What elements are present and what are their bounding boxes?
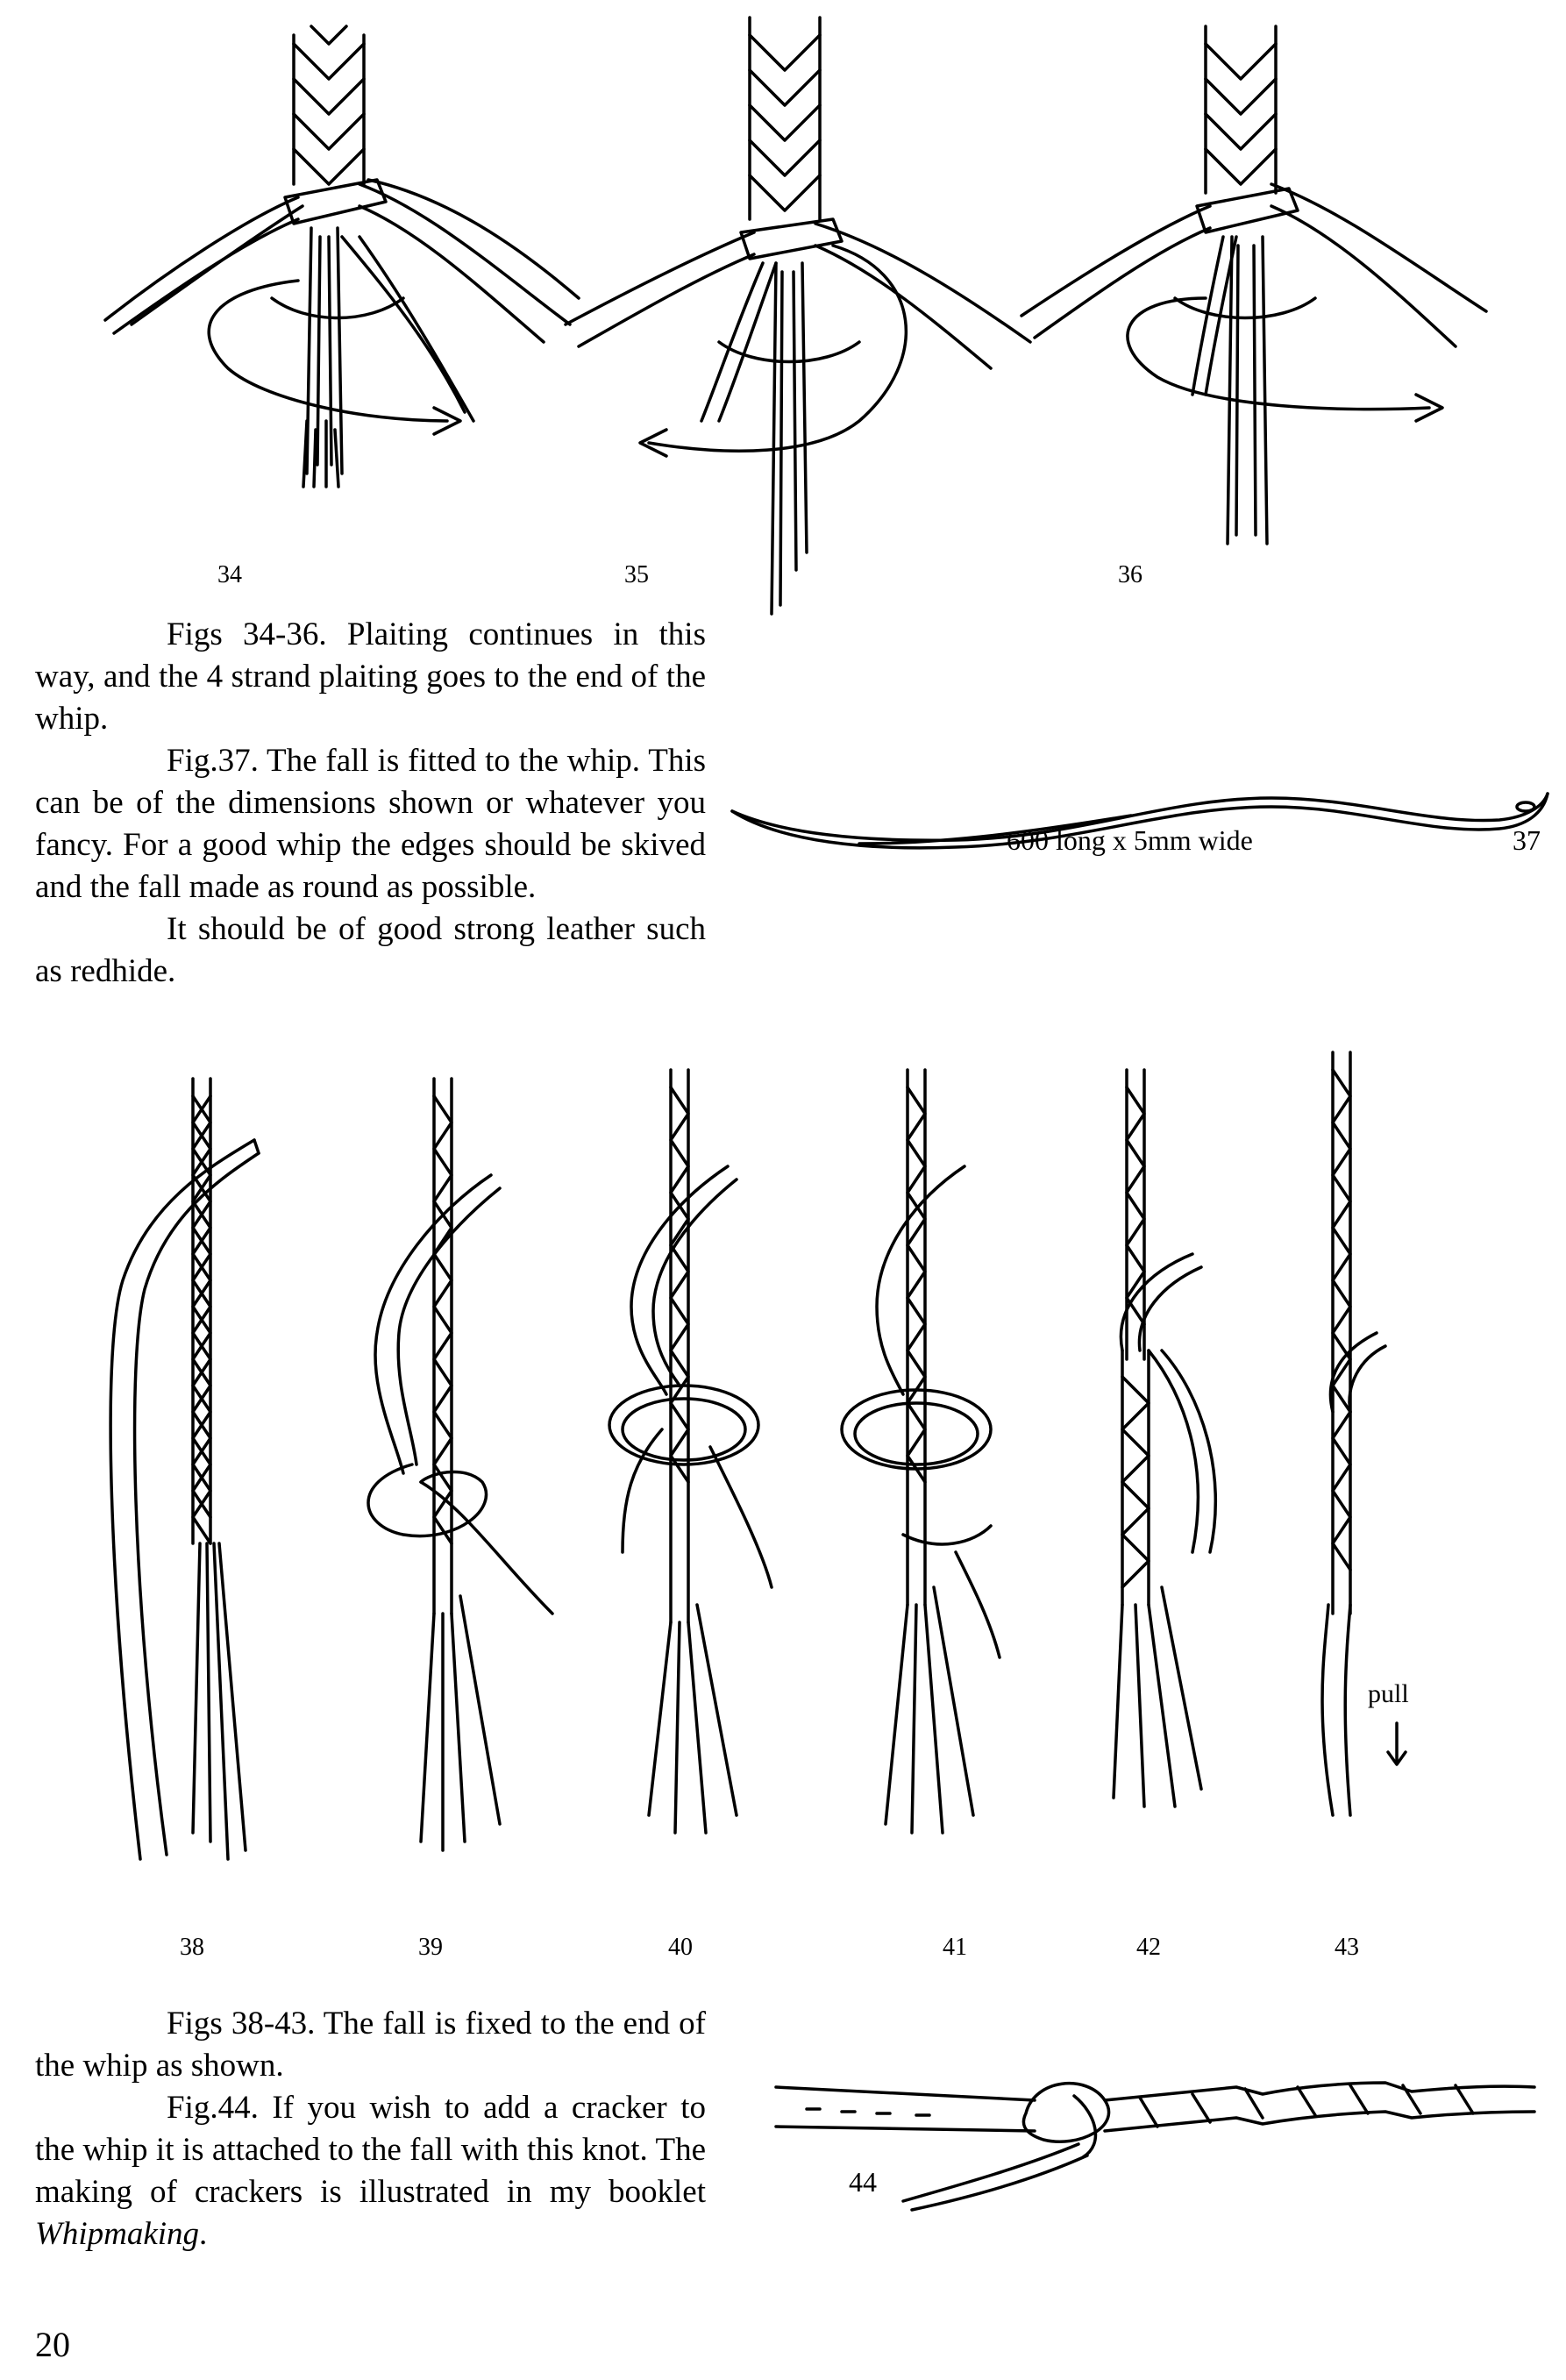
paragraph-figs-38-43: Figs 38-43. The fall is fixed to the end of the whip as shown. <box>35 2006 706 2084</box>
text-block-figs-38-44 <box>35 2003 706 2255</box>
fig-34-illustration <box>96 9 587 535</box>
page-number: 20 <box>35 2325 70 2364</box>
paragraph-figs-34-36: Figs 34-36. Plaiting continues in this way, and the 4 strand plaiting goes to the end of the whip. <box>35 616 706 737</box>
fig-38-number: 38 <box>180 1934 204 1961</box>
fig-44-text: Fig.44. If you wish to add a cracker to the whip it is attached to the fall with this knot. The making of crackers is illustrated in my booklet <box>35 2090 706 2210</box>
paragraph-redhide: It should be of good strong leather such as redhide. <box>35 911 706 989</box>
fig-42-illustration <box>1078 1061 1271 1850</box>
fig-44-text-end: . <box>199 2216 208 2252</box>
fig-35-illustration <box>552 9 1043 640</box>
fig-39-illustration <box>351 1070 544 1859</box>
fig-36-illustration <box>1008 9 1499 570</box>
fig-41-number: 41 <box>943 1934 967 1961</box>
text-block-figs-34-37 <box>35 614 706 993</box>
booklet-title: Whipmaking <box>35 2216 200 2252</box>
paragraph-fig-37: Fig.37. The fall is fitted to the whip. This can be of the dimensions shown or whatever you fancy. For a good whip the edges should be skived and the fall made as round as possible. <box>35 743 706 905</box>
fall-dimensions-label: 600 long x 5mm wide <box>1007 824 1253 856</box>
fig-34-number: 34 <box>217 561 242 588</box>
pull-arrow-icon <box>1384 1719 1410 1771</box>
fig-39-number: 39 <box>418 1934 443 1961</box>
fig-35-number: 35 <box>624 561 649 588</box>
fig-42-number: 42 <box>1136 1934 1161 1961</box>
fig-36-number: 36 <box>1118 561 1142 588</box>
fig-40-illustration <box>596 1061 789 1850</box>
fig-44-cracker-illustration <box>772 2078 1543 2227</box>
fig-43-number: 43 <box>1335 1934 1359 1961</box>
fig-37-number: 37 <box>1513 824 1541 856</box>
fig-41-illustration <box>824 1061 1017 1850</box>
fig-40-number: 40 <box>668 1934 693 1961</box>
fig-38-illustration <box>96 1070 289 1877</box>
paragraph-fig-44 <box>35 2087 706 2255</box>
fig-43-illustration <box>1280 1044 1473 1833</box>
pull-label: pull <box>1368 1679 1409 1708</box>
fig-44-number: 44 <box>849 2166 877 2198</box>
